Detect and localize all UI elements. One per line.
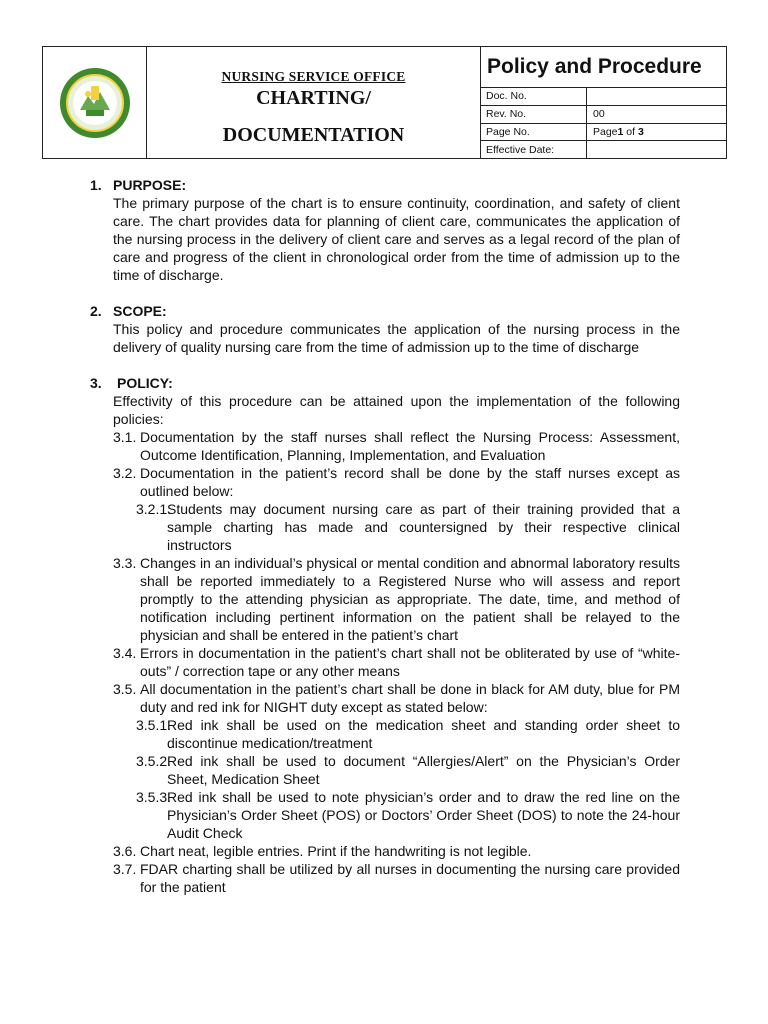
hospital-seal-icon	[58, 66, 132, 140]
doc-type-title: Policy and Procedure	[481, 47, 726, 88]
section-title: POLICY:	[117, 375, 173, 391]
header-title-cell	[147, 47, 481, 158]
page-total: 3	[637, 125, 644, 138]
item-text: Documentation by the staff nurses shall reflect the Nursing Process: Assessment, Outcome Identification, Planning, Implementation, and Evaluation	[140, 429, 680, 463]
doc-title-line2: DOCUMENTATION	[222, 124, 405, 146]
item-text: Changes in an individual’s physical or mental condition and abnormal laboratory results shall be reported immediately to a Registered Nurse who will assess and report promptly to the attending physician as appropriate. The date, time, and method of notification including pertinent information on the patient shall be relayed to the physician and shall be entered in the patient’s chart	[140, 555, 680, 643]
meta-row-rev-no	[481, 106, 726, 124]
policy-subitem	[90, 752, 680, 788]
policy-item	[90, 842, 680, 860]
page-prefix: Page	[593, 125, 618, 138]
item-number: 3.5.3.	[136, 789, 172, 805]
page-current: 1	[617, 125, 624, 138]
meta-row-effective-date	[481, 141, 726, 158]
section-intro: Effectivity of this procedure can be attained upon the implementation of the following policies:	[113, 393, 680, 427]
meta-label: Doc. No.	[481, 88, 587, 105]
meta-row-page-no	[481, 124, 726, 142]
policy-subitem	[90, 500, 680, 554]
section-purpose	[90, 176, 680, 284]
logo-cell	[43, 47, 147, 158]
policy-item	[90, 680, 680, 716]
policy-subitem	[90, 788, 680, 842]
item-text: Red ink shall be used to document “Allergies/Alert” on the Physician’s Order Sheet, Medication Sheet	[167, 753, 680, 787]
section-heading	[90, 302, 680, 320]
meta-value: 00	[593, 108, 605, 121]
meta-value	[587, 141, 726, 158]
section-number: 3.	[90, 375, 102, 391]
item-number: 3.5.	[113, 681, 137, 697]
item-number: 3.2.1.	[136, 501, 172, 517]
meta-label: Effective Date:	[481, 141, 587, 158]
document-body	[90, 176, 680, 914]
meta-label: Rev. No.	[481, 106, 587, 123]
section-scope	[90, 302, 680, 356]
section-number: 1.	[90, 177, 102, 193]
section-title: PURPOSE:	[113, 177, 187, 193]
policy-item	[90, 554, 680, 644]
policy-item	[90, 428, 680, 464]
section-text: This policy and procedure communicates the application of the nursing process in the delivery of quality nursing care from the time of admission up to the time of discharge	[113, 321, 680, 355]
item-number: 3.1.	[113, 429, 137, 445]
item-number: 3.5.2.	[136, 753, 172, 769]
item-text: Red ink shall be used to note physician’s order and to draw the red line on the Physician’s Order Sheet (POS) or Doctors’ Order Sheet (DOS) to note the 24-hour Audit Check	[167, 789, 680, 841]
section-policy	[90, 374, 680, 896]
meta-value	[587, 124, 726, 141]
section-heading	[90, 374, 680, 392]
item-text: Students may document nursing care as part of their training provided that a sample charting has made and countersigned by their respective clinical instructors	[167, 501, 680, 553]
section-number: 2.	[90, 303, 102, 319]
item-text: Chart neat, legible entries. Print if the handwriting is not legible.	[140, 843, 532, 859]
policy-item	[90, 464, 680, 500]
item-text: Errors in documentation in the patient’s chart shall not be obliterated by use of “white-outs” / correction tape or any other means	[140, 645, 680, 679]
document-header	[42, 46, 727, 159]
section-title: SCOPE:	[113, 303, 167, 319]
meta-value	[587, 88, 726, 105]
item-number: 3.7.	[113, 861, 137, 877]
section-text: The primary purpose of the chart is to ensure continuity, coordination, and safety of client care. The chart provides data for planning of client care, communicates the application of the nursing process in the delivery of client care and serves as a legal record of the plan of care and progress of the client in chronological order from the time of admission up to the time of discharge.	[113, 195, 680, 283]
meta-label: Page No.	[481, 124, 587, 141]
item-text: FDAR charting shall be utilized by all nurses in documenting the nursing care provided for the patient	[140, 861, 680, 895]
doc-title-line1: CHARTING/	[256, 87, 371, 109]
item-text: Red ink shall be used on the medication sheet and standing order sheet to discontinue medication/treatment	[167, 717, 680, 751]
section-heading	[90, 176, 680, 194]
item-number: 3.5.1.	[136, 717, 172, 733]
header-meta-cell	[481, 47, 726, 158]
page-of: of	[623, 125, 638, 138]
item-number: 3.4.	[113, 645, 137, 661]
item-number: 3.3.	[113, 555, 137, 571]
item-number: 3.2.	[113, 465, 137, 481]
meta-row-doc-no	[481, 88, 726, 106]
policy-subitem	[90, 716, 680, 752]
item-number: 3.6.	[113, 843, 137, 859]
item-text: All documentation in the patient’s chart shall be done in black for AM duty, blue for PM duty and red ink for NIGHT duty except as stated below:	[140, 681, 680, 715]
policy-item	[90, 644, 680, 680]
policy-item	[90, 860, 680, 896]
item-text: Documentation in the patient’s record shall be done by the staff nurses except as outlined below:	[140, 465, 680, 499]
office-name: NURSING SERVICE OFFICE	[221, 69, 406, 84]
